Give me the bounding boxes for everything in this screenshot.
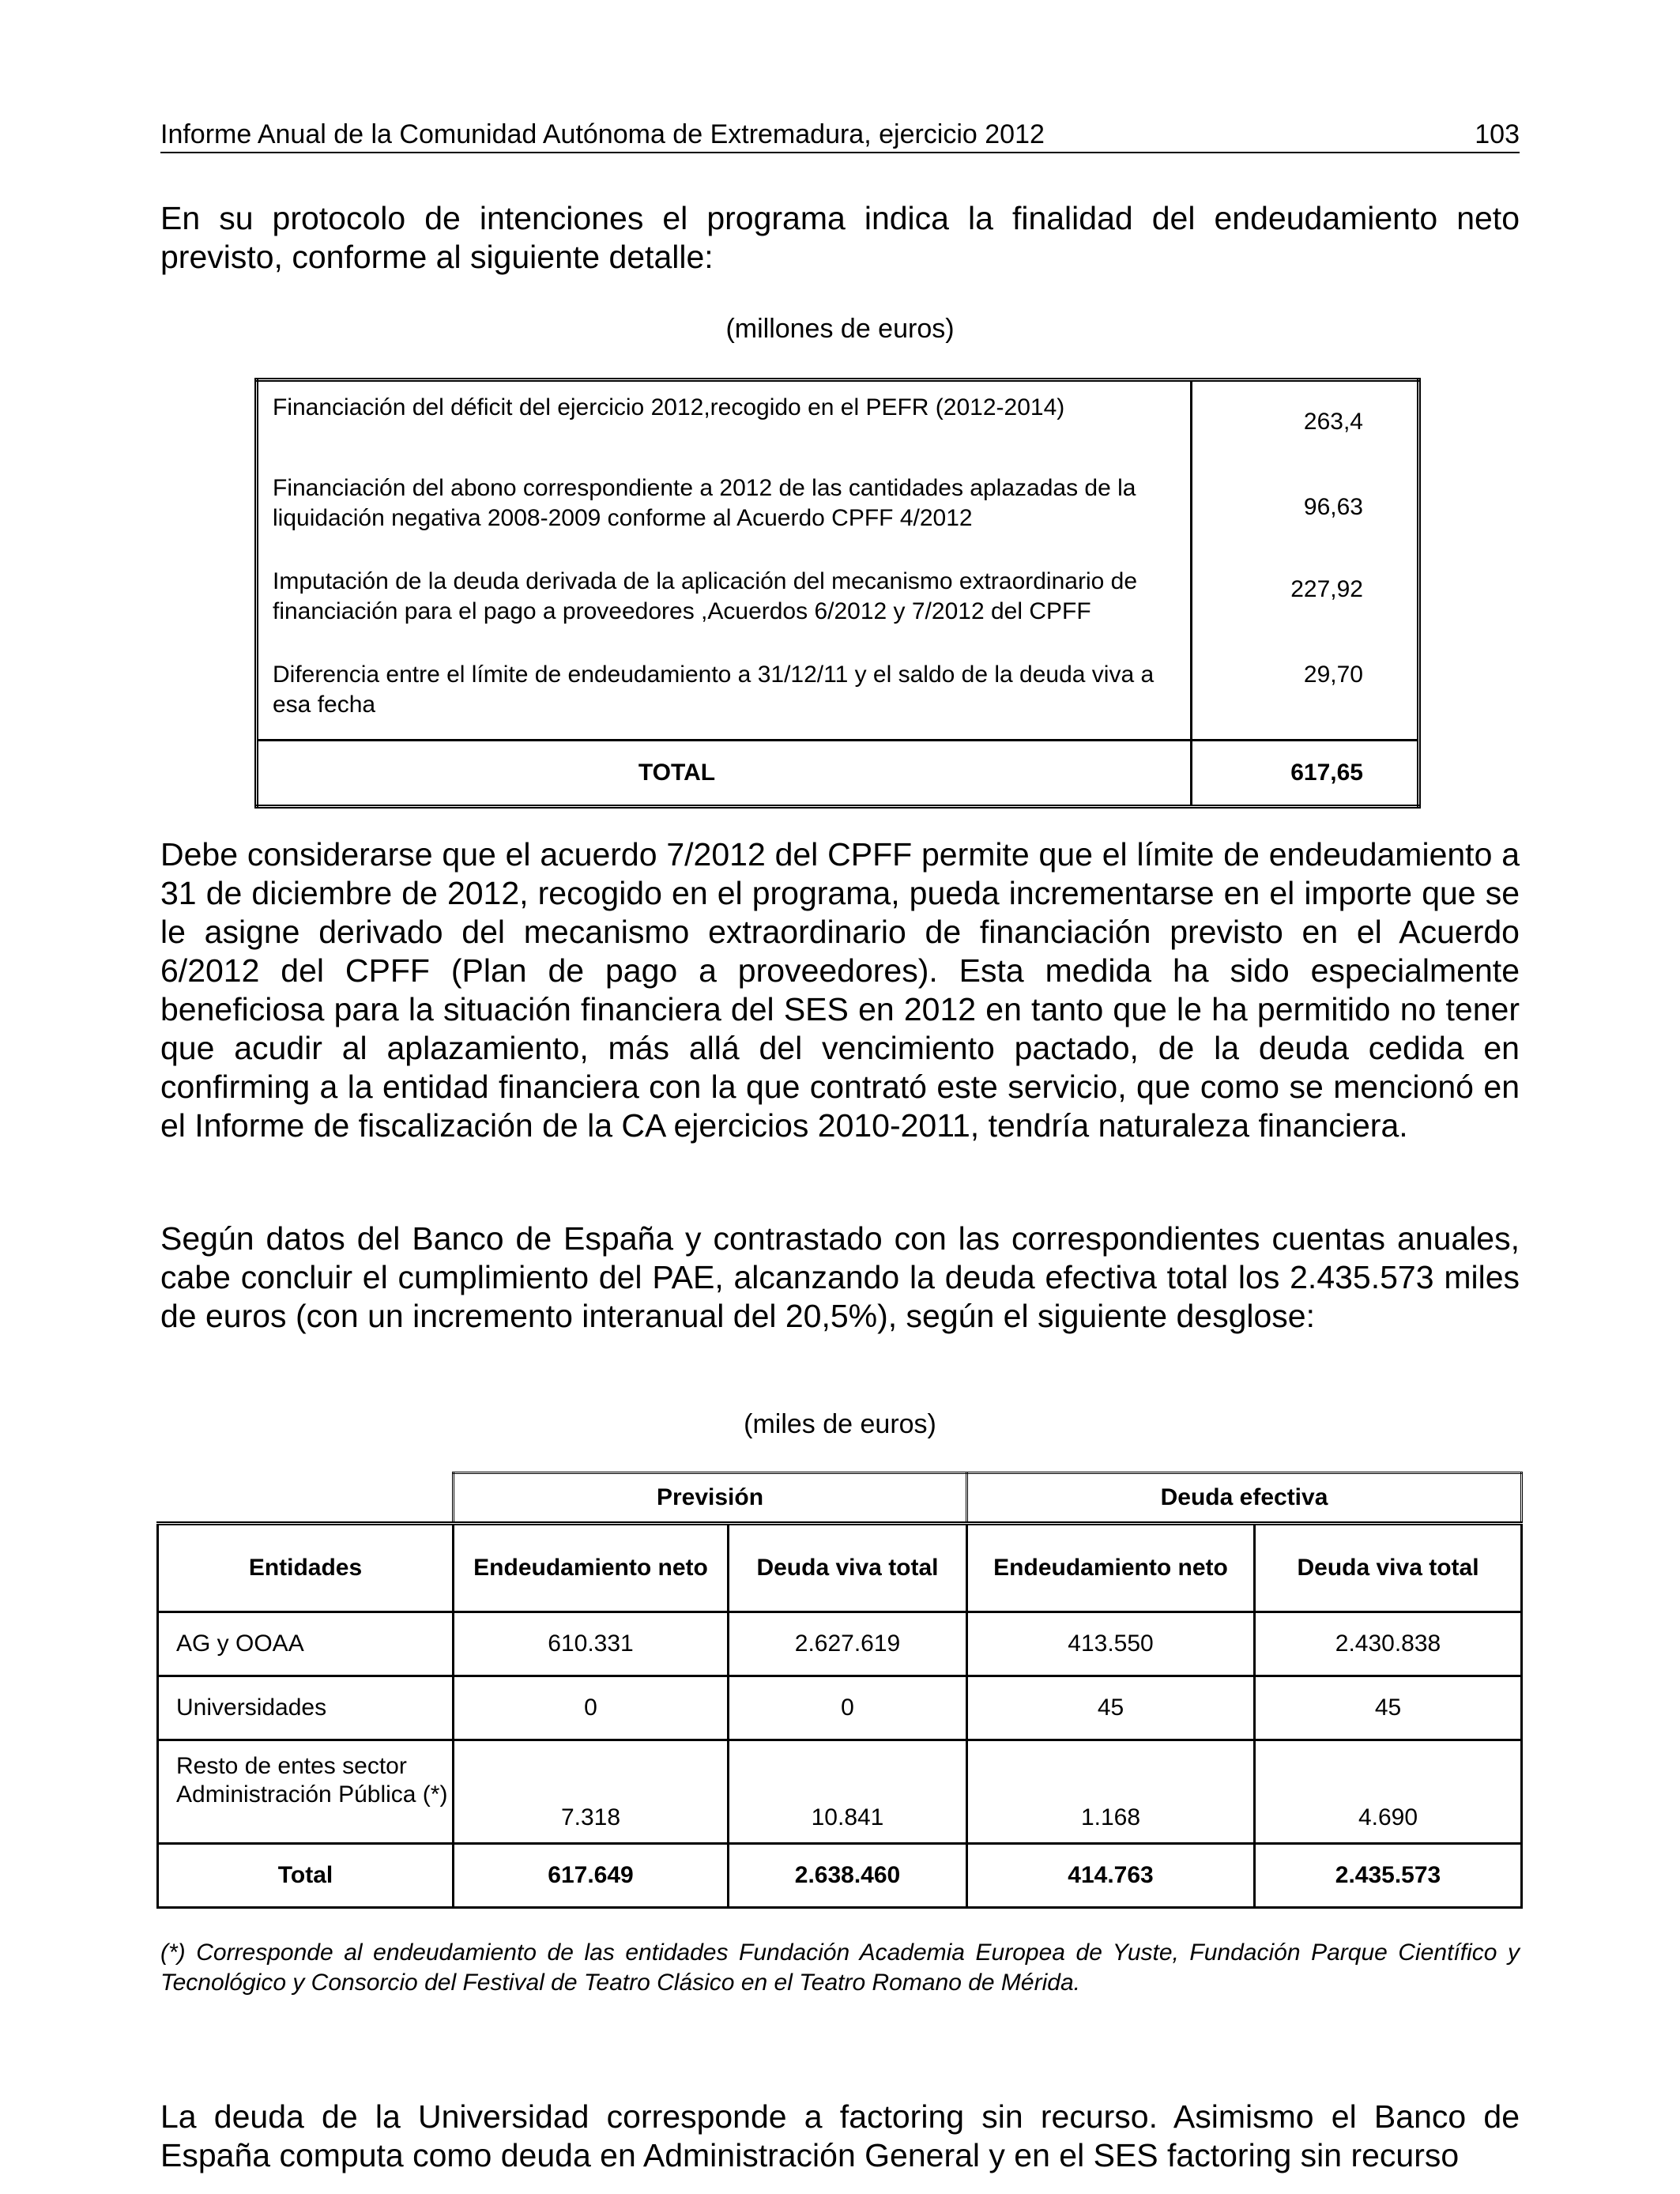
table1-row-desc: Diferencia entre el límite de endeudamiento a 31/12/11 y el saldo de la deuda viva a esa fecha [273,662,1155,718]
table-cell: 4.690 [1255,1740,1522,1844]
debt-breakdown-table [156,1472,1520,1909]
column-header-endeudamiento-neto: Endeudamiento neto [967,1524,1255,1612]
total-cell: 2.435.573 [1255,1844,1522,1908]
entity-name: Universidades [158,1676,454,1740]
column-header-deuda-viva-total: Deuda viva total [729,1524,967,1612]
table1-total-row [257,741,1419,807]
column-header-deuda-viva-total: Deuda viva total [1255,1524,1522,1612]
table1-row-value: 96,63 [1303,494,1363,520]
table1-total-value: 617,65 [1192,741,1419,807]
table1-row-value: 263,4 [1303,409,1363,435]
column-header-entidades: Entidades [158,1524,454,1612]
intro-paragraph: En su protocolo de intenciones el programa indica la finalidad del endeudamiento neto previsto, conforme al siguiente detalle: [160,200,1520,275]
table-cell: 2.430.838 [1255,1612,1522,1676]
page-header [160,117,1520,153]
table-row [158,1676,1522,1740]
table-cell: 7.318 [454,1740,729,1844]
table2-footnote: (*) Corresponde al endeudamiento de las entidades Fundación Academia Europea de Yuste, Fundación Parque Científico y Tecnológico y Consorcio del Festival de Teatro Clásico en el Teatro Romano de Mérida. [160,1940,1520,1996]
table1-total-label: TOTAL [257,741,1192,807]
table-cell: 610.331 [454,1612,729,1676]
total-cell: 414.763 [967,1844,1255,1908]
table-cell: 413.550 [967,1612,1255,1676]
table1-row-desc: Imputación de la deuda derivada de la aplicación del mecanismo extraordinario de financiación para el pago a proveedores ,Acuerdos 6/2012 y 7/2012 del CPFF [273,568,1138,624]
column-header-endeudamiento-neto: Endeudamiento neto [454,1524,729,1612]
table-cell: 0 [729,1676,967,1740]
header-title: Informe Anual de la Comunidad Autónoma de Extremadura, ejercicio 2012 [160,119,1045,149]
total-cell: 2.638.460 [729,1844,967,1908]
financing-purpose-table [254,378,1421,809]
paragraph-cpff-agreement: Debe considerarse que el acuerdo 7/2012 del CPFF permite que el límite de endeudamiento a 31 de diciembre de 2012, recogido en el programa, pueda incrementarse en el importe que se le asigne derivado del mecanismo extraordinario de financiación previsto en el Acuerdo 6/2012 del CPFF (Plan de pago a proveedores). Esta medida ha sido especialmente beneficiosa para la situación financiera del SES en 2012 en tanto que le ha permitido no tener que acudir al aplazamiento, más allá del vencimiento pactado, de la deuda cedida en confirming a la entidad financiera con la que contrató este servicio, que como se mencionó en el Informe de fiscalización de la CA ejercicios 2010-2011, tendría naturaleza financiera. [160,836,1520,1144]
entity-name: Resto de entes sector Administración Pública (*) [158,1740,454,1844]
table-cell: 2.627.619 [729,1612,967,1676]
table1-row-desc: Financiación del abono correspondiente a 2012 de las cantidades aplazadas de la liquidación negativa 2008-2009 conforme al Acuerdo CPFF 4/2012 [273,475,1136,531]
table-cell: 1.168 [967,1740,1255,1844]
table1-row-desc: Financiación del déficit del ejercicio 2012,recogido en el PEFR (2012-2014) [273,394,1065,420]
page-number: 103 [1475,119,1520,149]
table2-caption: (miles de euros) [744,1409,936,1439]
table2-group-blank [158,1473,454,1524]
total-label: Total [158,1844,454,1908]
entity-name: AG y OOAA [158,1612,454,1676]
table1-row-value: 227,92 [1290,576,1363,602]
paragraph-universidad-factoring: La deuda de la Universidad corresponde a factoring sin recurso. Asimismo el Banco de España computa como deuda en Administración General y en el SES factoring sin recurso [160,2098,1520,2173]
group-header-deuda-efectiva: Deuda efectiva [967,1473,1522,1524]
table1-row-value: 29,70 [1303,662,1363,688]
table2-total-row [158,1844,1522,1908]
table-row [158,1740,1522,1844]
table-cell: 45 [1255,1676,1522,1740]
total-cell: 617.649 [454,1844,729,1908]
table1-descriptions [257,380,1192,741]
table1-values [1192,380,1419,741]
paragraph-banco-espana: Según datos del Banco de España y contrastado con las correspondientes cuentas anuales, cabe concluir el cumplimiento del PAE, alcanzando la deuda efectiva total los 2.435.573 miles de euros (con un incremento interanual del 20,5%), según el siguiente desglose: [160,1220,1520,1334]
table2-group-header-row [158,1473,1522,1524]
table-cell: 45 [967,1676,1255,1740]
table-cell: 10.841 [729,1740,967,1844]
table-cell: 0 [454,1676,729,1740]
group-header-prevision: Previsión [454,1473,967,1524]
table1-caption: (millones de euros) [725,314,955,344]
table-row [158,1612,1522,1676]
table2-column-header-row [158,1524,1522,1612]
